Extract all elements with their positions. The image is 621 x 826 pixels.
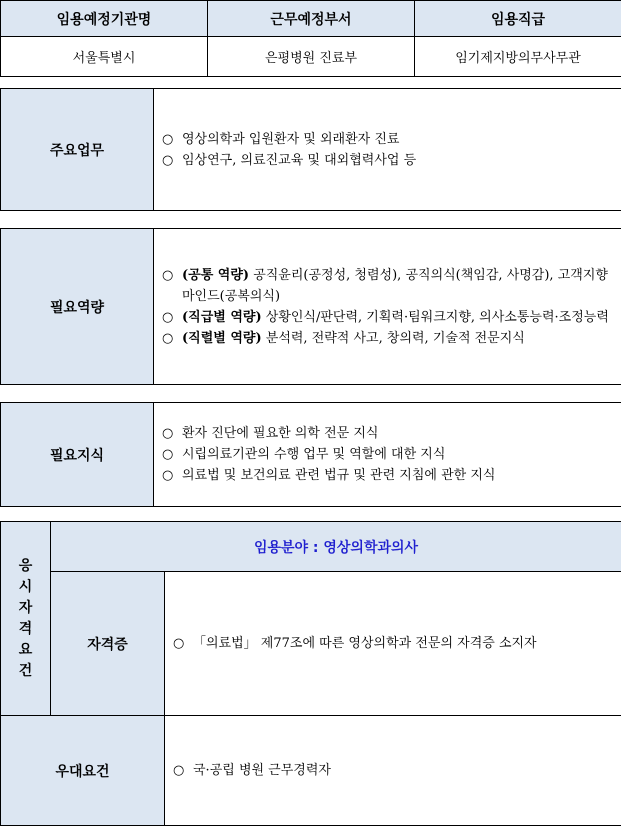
header-dept-label: 근무예정부서: [208, 1, 415, 37]
list-item: ○ 국·공립 병원 근무경력자: [173, 760, 621, 781]
bullet-icon: ○: [173, 760, 193, 781]
knowledge-content: [154, 403, 621, 507]
certificate-content: [165, 572, 621, 716]
bullet-icon: ○: [162, 150, 182, 171]
header-grade-label: 임용직급: [415, 1, 621, 37]
bullet-icon: ○: [162, 444, 182, 465]
knowledge-table: [0, 402, 621, 507]
list-item: ○ (직급별 역량) 상황인식/판단력, 기획력·팀워크지향, 의사소통능력·조정능력: [162, 307, 621, 328]
bullet-icon: ○: [162, 465, 182, 486]
field-title: 임용분야 : 영상의학과의사: [51, 522, 621, 572]
duties-label: 주요업무: [1, 89, 154, 211]
preference-label: 우대요건: [1, 716, 165, 826]
list-item: ○ (직렬별 역량) 분석력, 전략적 사고, 창의력, 기술적 전문지식: [162, 328, 621, 349]
header-org-value: 서울특별시: [1, 37, 208, 77]
duties-content: [154, 89, 621, 211]
bullet-icon: ○: [162, 307, 182, 328]
list-item: ○ 시립의료기관의 수행 업무 및 역할에 대한 지식: [162, 444, 621, 465]
header-org-label: 임용예정기관명: [1, 1, 208, 37]
header-dept-value: 은평병원 진료부: [208, 37, 415, 77]
qualification-side-label: 응 시 자 격 요 건: [1, 522, 51, 716]
list-item: ○ 의료법 및 보건의료 관련 법규 및 관련 지침에 관한 지식: [162, 465, 621, 486]
list-item: ○ 「의료법」 제77조에 따른 영상의학과 전문의 자격증 소지자: [173, 633, 621, 654]
bullet-icon: ○: [162, 328, 182, 349]
knowledge-label: 필요지식: [1, 403, 154, 507]
bullet-icon: ○: [162, 129, 182, 150]
preference-content: [165, 716, 621, 826]
certificate-label: 자격증: [51, 572, 165, 716]
list-item: ○ 환자 진단에 필요한 의학 전문 지식: [162, 423, 621, 444]
duties-table: [0, 88, 621, 211]
list-item: ○ (공통 역량) 공직윤리(공정성, 청렴성), 공직의식(책임감, 사명감), 고객지향마인드(공복의식): [162, 265, 621, 307]
header-table: [0, 0, 621, 77]
header-grade-value: 임기제지방의무사무관: [415, 37, 621, 77]
bullet-icon: ○: [162, 423, 182, 444]
list-item: ○ 영상의학과 입원환자 및 외래환자 진료: [162, 129, 621, 150]
bullet-icon: ○: [173, 633, 193, 654]
bullet-icon: ○: [162, 265, 182, 307]
competency-table: [0, 228, 621, 385]
competency-label: 필요역량: [1, 229, 154, 385]
list-item: ○ 임상연구, 의료진교육 및 대외협력사업 등: [162, 150, 621, 171]
qualification-table: [0, 521, 621, 826]
competency-content: [154, 229, 621, 385]
